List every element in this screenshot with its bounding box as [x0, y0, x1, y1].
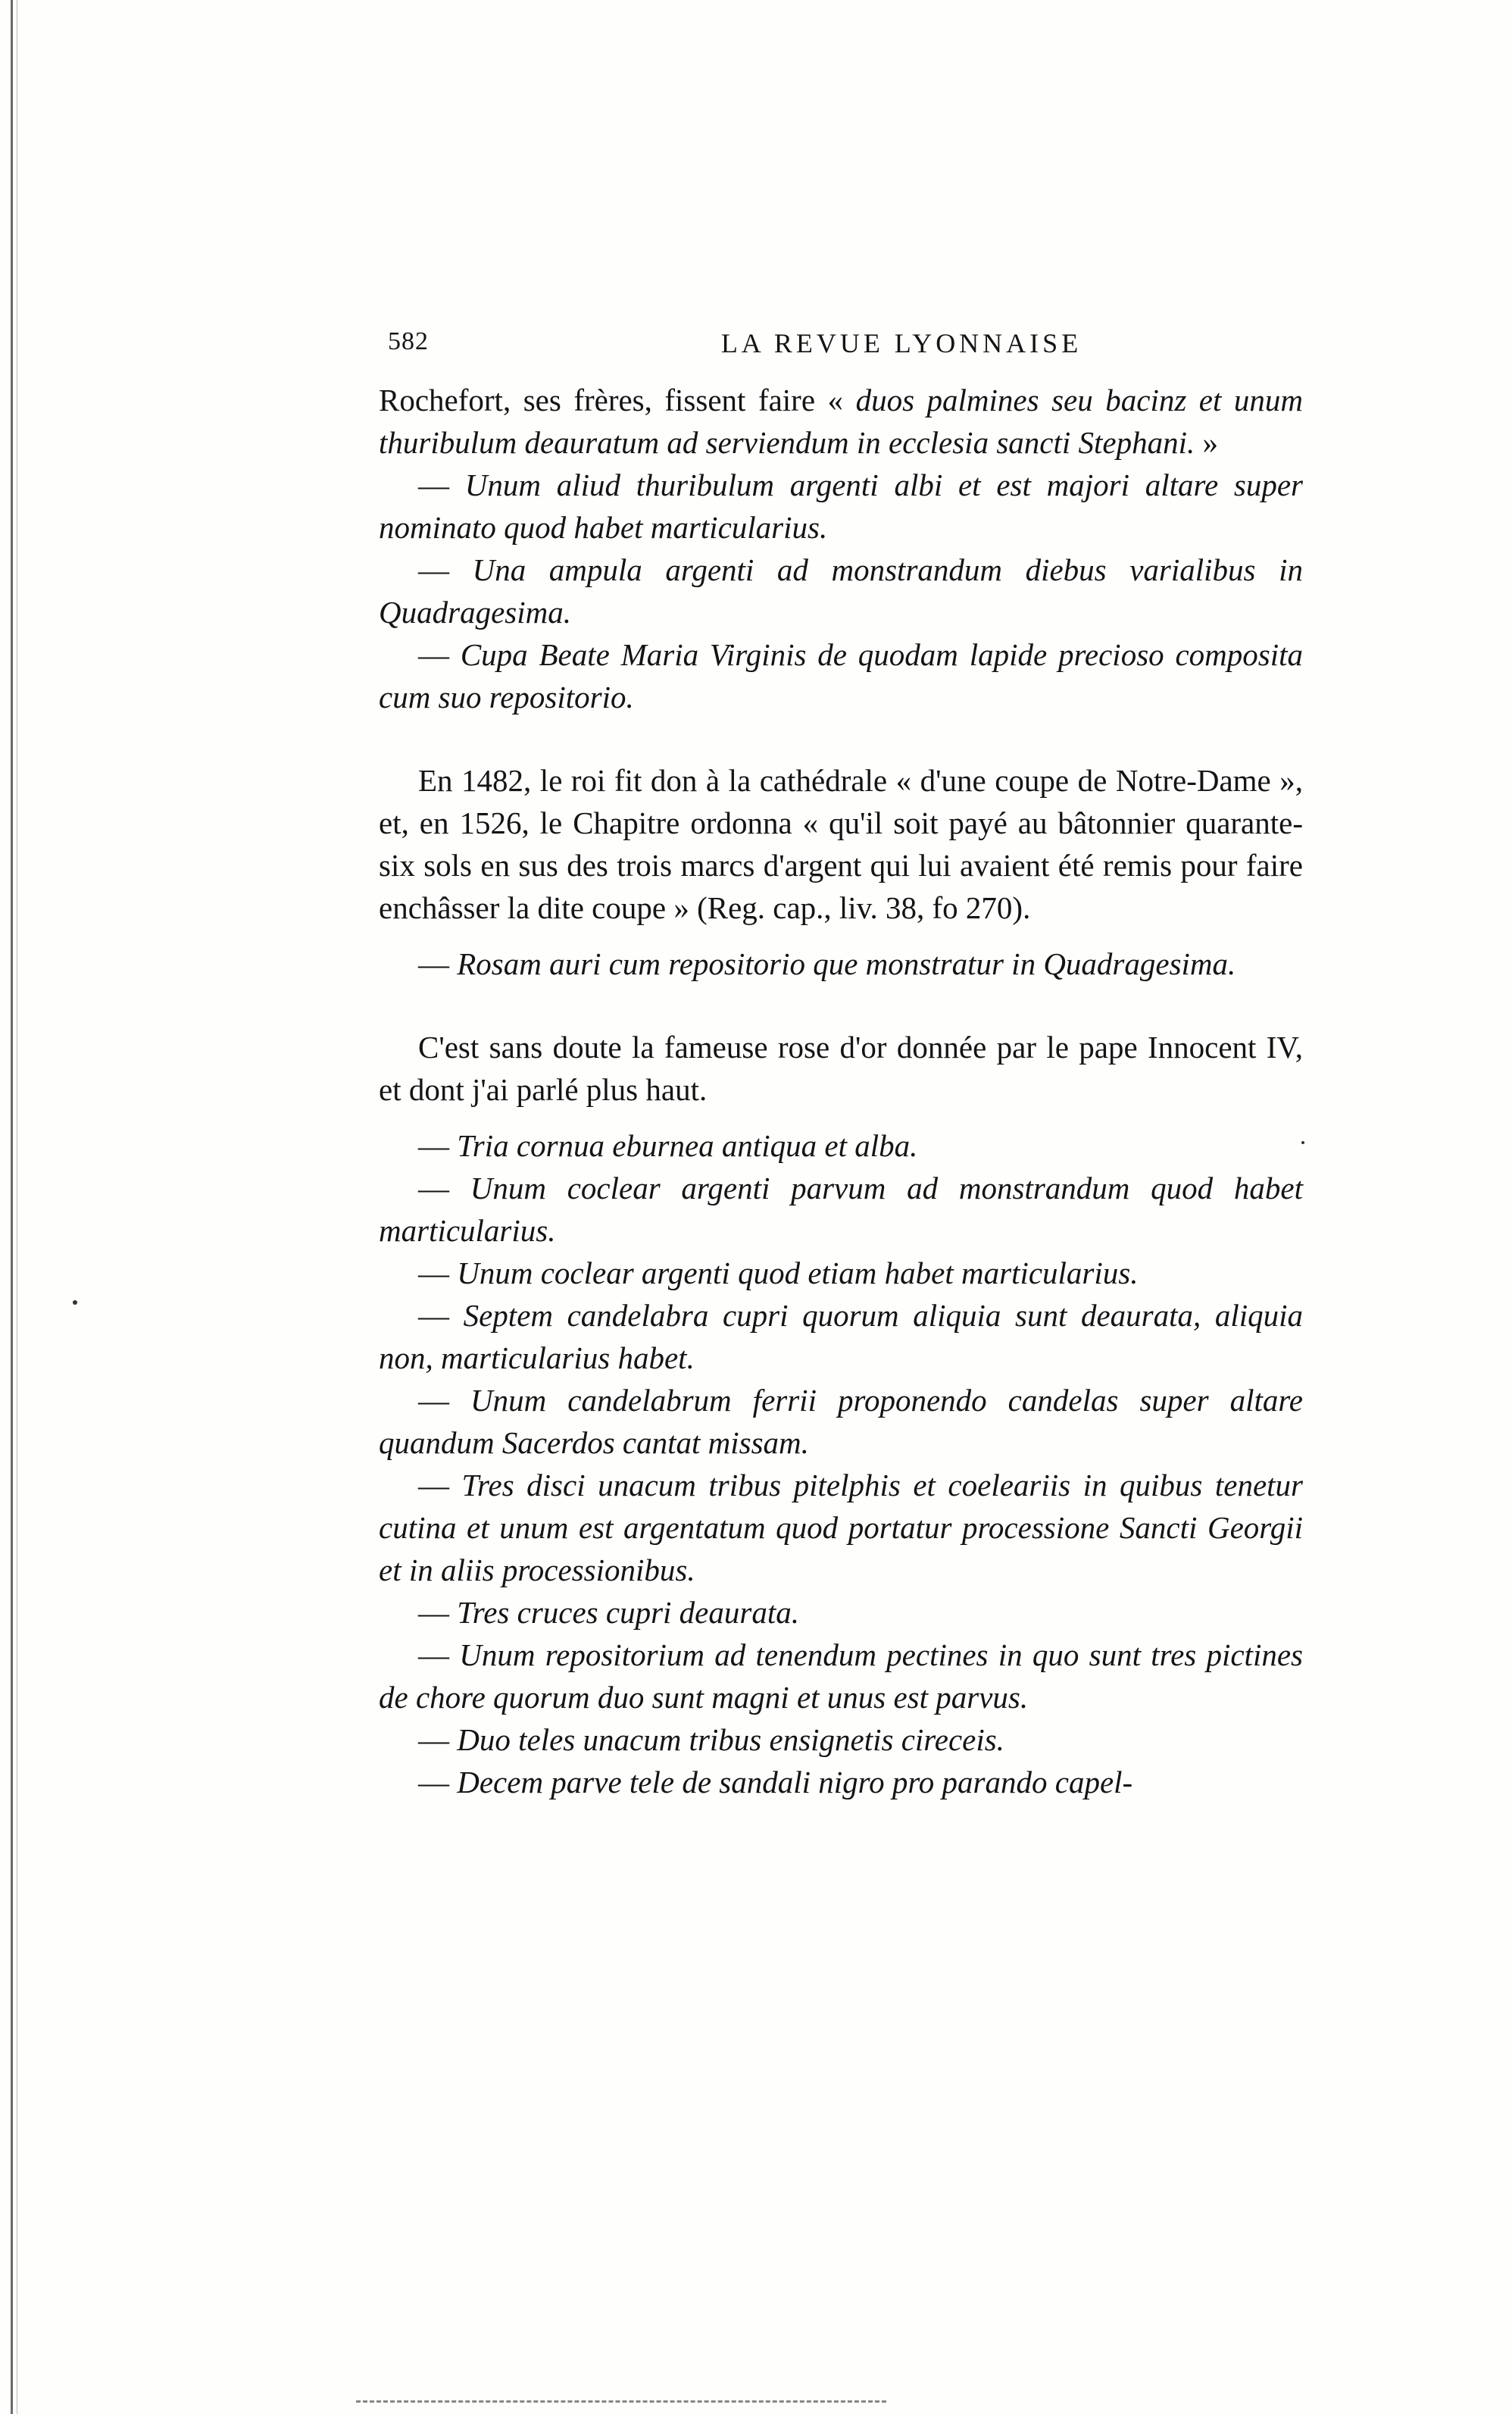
bottom-scan-artifact — [356, 2400, 886, 2403]
dash: — — [418, 1383, 471, 1418]
dash: — — [418, 467, 465, 502]
dash: — — [418, 1595, 458, 1630]
latin-quote: Unum candelabrum ferrii proponendo candelas super altare quandum Sacerdos cantat missam. — [379, 1383, 1304, 1460]
latin-quote: Unum coclear argenti quod etiam habet marticularius. — [457, 1255, 1139, 1290]
dash: — — [418, 1468, 462, 1502]
dash: — — [418, 552, 473, 587]
page-header — [379, 327, 1303, 373]
latin-quote: Duo teles unacum tribus ensignetis cireceis. — [457, 1722, 1004, 1757]
page-number: 582 — [388, 327, 429, 355]
latin-quote: Unum repositorium ad tenendum pectines in quo sunt tres pictines de chore quorum duo sunt magni et unus est parvus. — [379, 1637, 1303, 1715]
page-edge-line — [11, 0, 13, 2414]
latin-quote: Unum aliud thuribulum argenti albi et est majori altare super nominato quod habet marticularius. — [379, 467, 1304, 545]
latin-quote: Una ampula argenti ad monstrandum diebus varialibus in Quadragesima. — [379, 552, 1303, 630]
inventory-item — [379, 1761, 1303, 1803]
dash: — — [418, 1637, 460, 1672]
dash: — — [418, 946, 458, 981]
inventory-item — [379, 1379, 1303, 1464]
dash: — — [418, 1722, 458, 1757]
inventory-item — [379, 943, 1303, 985]
latin-quote: Tria cornua eburnea antiqua et alba. — [457, 1128, 918, 1163]
inventory-item — [379, 1167, 1303, 1252]
paragraph-text: » — [1195, 425, 1218, 460]
inventory-item — [379, 1634, 1303, 1718]
latin-quote: Septem candelabra cupri quorum aliquia sunt deaurata, aliquia non, marticularius habet. — [379, 1298, 1304, 1375]
dash: — — [418, 1128, 458, 1163]
dash: — — [418, 1171, 470, 1205]
paragraph — [379, 379, 1303, 464]
inventory-item — [379, 1124, 1303, 1167]
latin-quote: Unum coclear argenti parvum ad monstrandum quod habet marticularius. — [379, 1171, 1303, 1248]
inventory-item — [379, 1591, 1303, 1634]
inventory-item — [379, 464, 1303, 549]
inventory-item — [379, 633, 1303, 718]
latin-quote: Decem parve tele de sandali nigro pro parando capel- — [457, 1765, 1133, 1800]
inventory-item — [379, 1718, 1303, 1761]
dash: — — [418, 1765, 458, 1800]
inventory-item — [379, 549, 1303, 633]
paragraph-text: Rochefort, ses frères, fissent faire « — [379, 383, 856, 417]
latin-quote: Cupa Beate Maria Virginis de quodam lapide precioso composita cum suo repositorio. — [379, 637, 1304, 715]
inventory-item — [379, 1464, 1303, 1591]
latin-quote: Rosam auri cum repositorio que monstratur in Quadragesima. — [457, 946, 1236, 981]
paragraph — [379, 759, 1303, 929]
inventory-item — [379, 1294, 1303, 1379]
running-title: LA REVUE LYONNAISE — [720, 328, 1082, 358]
dash: — — [418, 1255, 458, 1290]
ink-speck — [73, 1300, 77, 1305]
paragraph-text: C'est sans doute la fameuse rose d'or donnée par le pape Innocent IV, et dont j'ai parlé plus haut. — [379, 1030, 1303, 1107]
dash: — — [418, 637, 461, 672]
paragraph — [379, 1026, 1303, 1111]
paragraph-text: En 1482, le roi fit don à la cathédrale « d'une coupe de Notre-Dame », et, en 1526, le Chapitre ordonna « qu'il soit payé au bâtonnier quarante-six sols en sus des trois marcs d'argent qui lui avaient été remis pour faire enchâsser la dite coupe » (Reg. cap., liv. 38, fo 270). — [379, 763, 1303, 925]
dash: — — [418, 1298, 464, 1333]
inventory-item — [379, 1252, 1303, 1294]
latin-quote: duos palmines seu bacinz et unum thuribulum deauratum ad serviendum in ecclesia sancti Stephani. — [379, 383, 1304, 460]
latin-quote: Tres disci unacum tribus pitelphis et coeleariis in quibus tenetur cutina et unum est argentatum quod portatur processione Sancti Georgii et in aliis processionibus. — [379, 1468, 1304, 1587]
latin-quote: Tres cruces cupri deaurata. — [457, 1595, 799, 1630]
body-text — [379, 379, 1303, 1803]
